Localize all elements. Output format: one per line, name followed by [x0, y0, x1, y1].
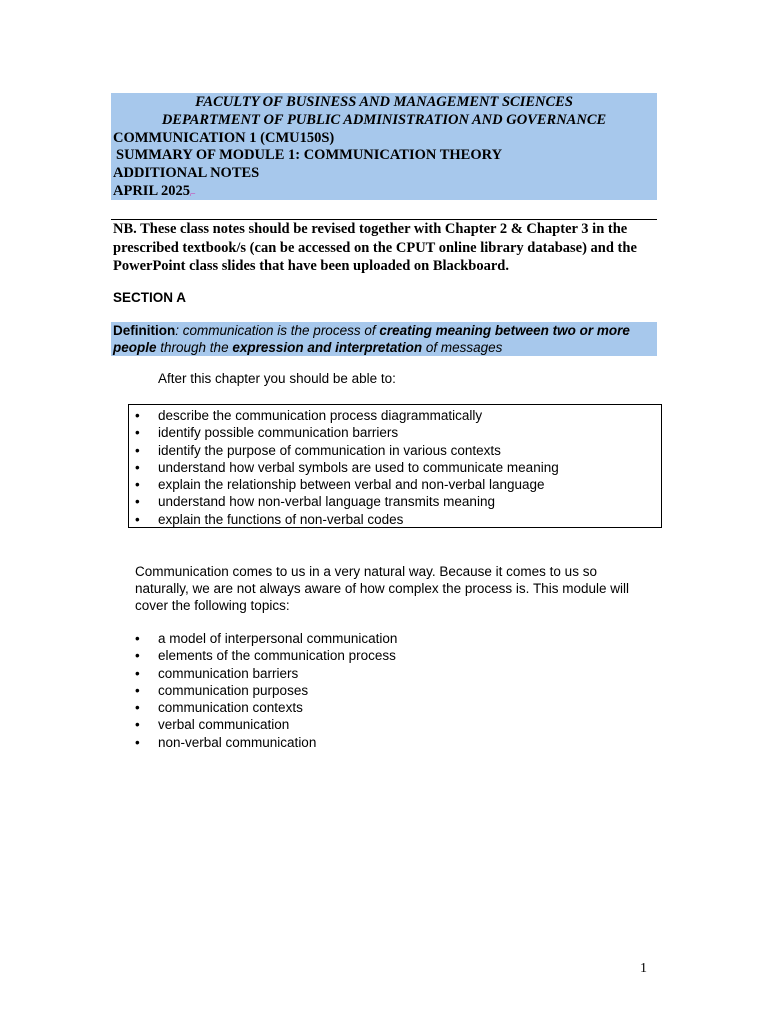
date-text: APRIL 2025 [113, 182, 190, 199]
bullet-icon: • [135, 477, 140, 493]
definition-emphasis-1: creating meaning between two or more people [113, 323, 630, 355]
list-item: • understand how verbal symbols are used to communicate meaning [135, 459, 559, 475]
list-item: • elements of the communication process [135, 648, 396, 664]
course-title: COMMUNICATION 1 (CMU150S) [113, 129, 335, 146]
edit-mark-icon: ⌐ [189, 188, 196, 200]
topics-list [129, 630, 649, 751]
definition-box [111, 322, 657, 356]
list-item: • communication contexts [135, 700, 303, 716]
bullet-icon: • [135, 494, 140, 510]
date-line [111, 183, 657, 204]
additional-notes-label: ADDITIONAL NOTES [113, 165, 260, 182]
bullet-icon: • [135, 459, 140, 475]
department-title: DEPARTMENT OF PUBLIC ADMINISTRATION AND GOVERNANCE [161, 111, 607, 128]
list-item: • describe the communication process diagrammatically [135, 408, 483, 423]
list-item: • identify possible communication barriers [135, 425, 399, 441]
bullet-icon: • [135, 648, 140, 664]
topics-section [129, 630, 649, 751]
bullet-icon: • [135, 442, 140, 458]
bullet-icon: • [135, 700, 140, 716]
list-item: • a model of interpersonal communication [135, 631, 398, 646]
nb-note: NB. These class notes should be revised together with Chapter 2 & Chapter 3 in the prescribed textbook/s (can be accessed on the CPUT online library database) and the PowerPoint class slides that have been uploaded on Blackboard. [113, 221, 637, 274]
bullet-icon: • [135, 425, 140, 441]
faculty-title: FACULTY OF BUSINESS AND MANAGEMENT SCIENCES [195, 94, 573, 110]
definition-text-3: of messages [422, 340, 503, 355]
definition-emphasis-2: expression and interpretation [232, 340, 423, 355]
list-item: • non-verbal communication [135, 734, 317, 750]
objectives-box [128, 404, 662, 528]
section-heading: SECTION A [113, 290, 187, 305]
definition-text-1: : communication is the process of [175, 323, 380, 338]
definition-text-2: through the [156, 340, 233, 355]
objectives-intro: After this chapter you should be able to: [158, 371, 396, 386]
list-item: • verbal communication [135, 717, 290, 733]
intro-paragraph: Communication comes to us in a very natural way. Because it comes to us so naturally, we are not always aware of how complex the process is. This module will cover the following topics: [135, 564, 629, 613]
list-item: • explain the relationship between verbal and non-verbal language [135, 477, 545, 493]
definition-term: Definition [113, 323, 176, 338]
bullet-icon: • [135, 631, 140, 646]
bullet-icon: • [135, 511, 140, 527]
objectives-list [129, 405, 661, 528]
list-item: • communication purposes [135, 682, 309, 698]
module-summary-title: SUMMARY OF MODULE 1: COMMUNICATION THEORY [116, 147, 503, 164]
bullet-icon: • [135, 717, 140, 733]
bullet-icon: • [135, 408, 140, 423]
bullet-icon: • [135, 682, 140, 698]
list-item: • explain the functions of non-verbal codes [135, 511, 404, 527]
bullet-icon: • [135, 734, 140, 750]
list-item: • understand how non-verbal language transmits meaning [135, 494, 495, 510]
page-number: 1 [640, 961, 647, 976]
bullet-icon: • [135, 665, 140, 681]
document-header [111, 93, 657, 200]
list-item: • identify the purpose of communication in various contexts [135, 442, 501, 458]
list-item: • communication barriers [135, 665, 299, 681]
